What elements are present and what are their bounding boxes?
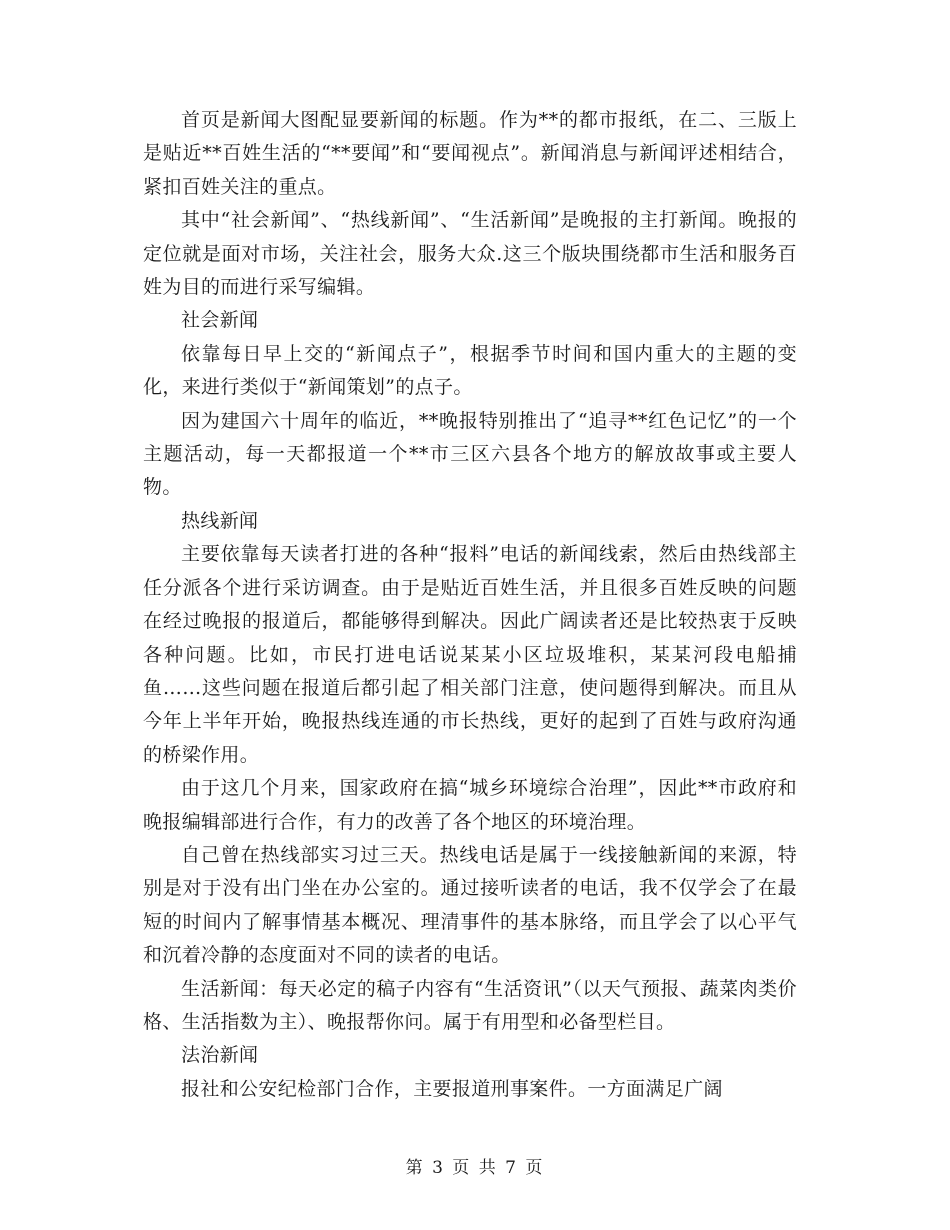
document-body xyxy=(143,104,797,1106)
heading-legal-news: 法治新闻 xyxy=(181,1044,259,1067)
paragraph-legal-cooperation: 报社和公安纪检部门合作，主要报道刑事案件。一方面满足广阔 xyxy=(181,1077,723,1100)
paragraph-hotline-tips: 主要依靠每天读者打进的各种“报料”电话的新闻线索，然后由热线部主任分派各个进行采访调查。由于是贴近百姓生活，并且很多百姓反映的问题在经过晚报的报道后，都能够得到解决。因此广阔读者还是比较热衷于反映各种问题。比如，市民打进电话说某某小区垃圾堆积，某某河段电船捕鱼……这些问题在报道后都引起了相关部门注意，使问题得到解决。而且从今年上半年开始，晚报热线连通的市长热线，更好的起到了百姓与政府沟通的桥梁作用。 xyxy=(143,543,797,766)
paragraph-life-news: 生活新闻：每天必定的稿子内容有“生活资讯”（以天气预报、蔬菜肉类价格、生活指数为主）、晚报帮你问。属于有用型和必备型栏目。 xyxy=(143,977,797,1033)
paragraph-front-page: 首页是新闻大图配显要新闻的标题。作为**的都市报纸，在二、三版上是贴近**百姓生活的“**要闻”和“要闻视点”。新闻消息与新闻评述相结合，紧扣百姓关注的重点。 xyxy=(143,109,797,198)
paragraph-internship: 自己曾在热线部实习过三天。热线电话是属于一线接触新闻的来源，特别是对于没有出门坐在办公室的。通过接听读者的电话，我不仅学会了在最短的时间内了解事情基本概况、理清事件的基本脉络，而且学会了以心平气和沉着冷静的态度面对不同的读者的电话。 xyxy=(143,843,797,967)
paragraph-news-ideas: 依靠每日早上交的“新闻点子”，根据季节时间和国内重大的主题的变化，来进行类似于“新闻策划”的点子。 xyxy=(143,342,797,399)
heading-hotline-news: 热线新闻 xyxy=(181,509,259,532)
paragraph-environment-governance: 由于这几个月来，国家政府在搞“城乡环境综合治理”，因此**市政府和晚报编辑部进行合作，有力的改善了各个地区的环境治理。 xyxy=(143,777,797,833)
paragraph-main-news-sections: 其中“社会新闻”、“热线新闻”、“生活新闻”是晚报的主打新闻。晚报的定位就是面对市场，关注社会，服务大众.这三个版块围绕都市生活和服务百姓为目的而进行采写编辑。 xyxy=(143,209,797,299)
page-number-footer: 第 3 页 共 7 页 xyxy=(405,1158,545,1178)
paragraph-anniversary-campaign: 因为建国六十周年的临近，**晚报特别推出了“追寻**红色记忆”的一个主题活动，每一天都报道一个**市三区六县各个地方的解放故事或主要人物。 xyxy=(143,409,797,499)
heading-social-news: 社会新闻 xyxy=(181,309,259,332)
